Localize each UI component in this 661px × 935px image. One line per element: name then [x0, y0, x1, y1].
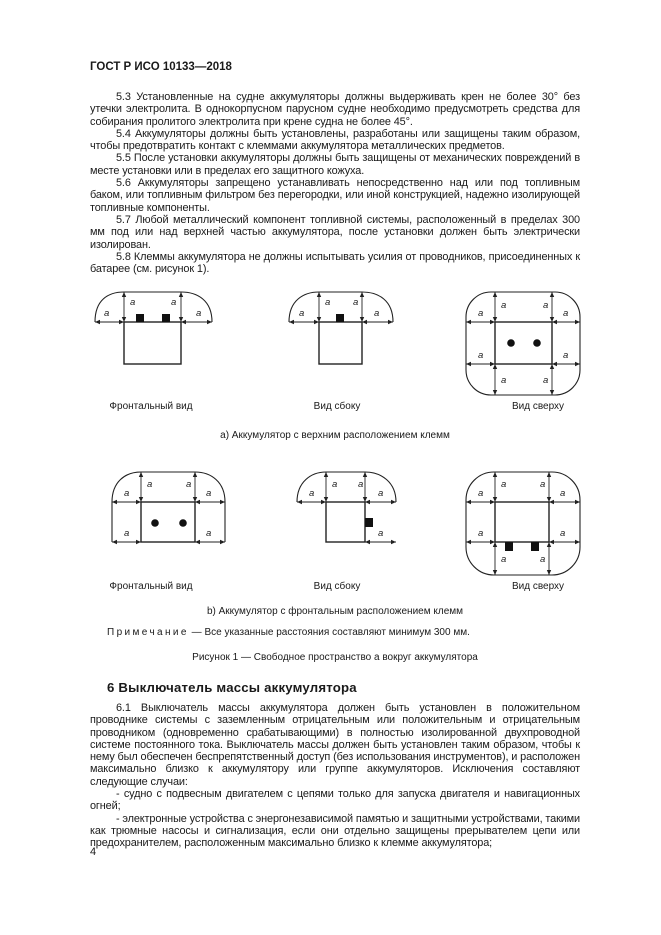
terminal [336, 314, 344, 322]
battery-front-b [141, 502, 195, 542]
dimension-label: a [206, 528, 212, 539]
note-label: Примечание [107, 627, 189, 638]
section-6-text [90, 702, 580, 850]
dimension-label: a [374, 308, 380, 319]
clearance-outline-front-a [95, 292, 212, 322]
terminal [151, 519, 159, 527]
list-item: - судно с подвесным двигателем с цепями только для запуска двигателя и навигационных огней; [90, 788, 580, 813]
terminal [136, 314, 144, 322]
battery-side-b [326, 502, 365, 542]
dimension-label: a [478, 308, 484, 319]
dimension-label: a [332, 479, 338, 490]
paragraph-5-6: 5.6 Аккумуляторы запрещено устанавливать непосредственно над или под топливным баком, или топливным фильтром без перегородки, или иной конструкцией, надежно изолирующей топливные компоненты. [90, 177, 580, 214]
caption-a: а) Аккумулятор с верхним расположением клемм [220, 430, 450, 441]
dimension-label: a [478, 488, 484, 499]
dimension-label: a [206, 488, 212, 499]
document-header: ГОСТ Р ИСО 10133—2018 [90, 61, 232, 73]
dimension-label: a [478, 350, 484, 361]
dimension-label: a [378, 528, 384, 539]
dimension-label: a [309, 488, 315, 499]
terminal [533, 339, 541, 347]
dimension-label: a [501, 554, 507, 565]
paragraph-6-1: 6.1 Выключатель массы аккумулятора должен быть установлен в положительном проводнике системы с заземленным отрицательным или положительным и отрицательным проводником (одновременно срабатывающими) в полностью изолированной двухпроводной системе постоянного тока. Выключатель массы должен быть установлен таким образом, чтобы к нему был обеспечен беспрепятственный доступ (без использования инструментов), и расположен максимально близко к аккумулятору или группе аккумуляторов. Исключения составляют следующие случаи: [90, 702, 580, 788]
dimension-label: a [353, 297, 359, 308]
page-number: 4 [90, 846, 97, 858]
battery-top-b [495, 502, 549, 542]
paragraph-5-8: 5.8 Клеммы аккумулятора не должны испытывать усилия от проводников, присоединенных к батарее (см. рисунок 1). [90, 250, 580, 276]
terminal [507, 339, 515, 347]
battery-front-a [124, 322, 181, 364]
dimension-label: a [501, 479, 507, 490]
dimension-label: a [543, 300, 549, 311]
dimension-label: a [563, 350, 569, 361]
dimension-label: a [378, 488, 384, 499]
dimension-label: a [147, 479, 153, 490]
dimension-label: a [540, 479, 546, 490]
dimension-label: a [196, 308, 202, 319]
dimension-label: a [171, 297, 177, 308]
list-item: - электронные устройства с энергонезависимой памятью и защитными устройствами, такими как трюмные насосы и сигнализация, если они отдельно защищены прерывателем цепи или предохранителем, расположенным максимально близко к клемме аккумулятора; [90, 812, 581, 850]
dimension-label: a [124, 488, 130, 499]
dimension-label: a [478, 528, 484, 539]
dimension-label: a [543, 375, 549, 386]
dimension-label: a [540, 554, 546, 565]
dimension-label: a [560, 488, 566, 499]
dimension-label: a [325, 297, 331, 308]
view-label-side-b: Вид сбоку [313, 581, 361, 592]
view-label-front-b: Фронтальный вид [109, 581, 193, 592]
dimension-label: a [358, 479, 364, 490]
figure-note [107, 627, 470, 638]
view-label-top-b: Вид сверху [511, 581, 565, 592]
dimension-label: a [563, 308, 569, 319]
note-text: — Все указанные расстояния составляют минимум 300 мм. [188, 627, 470, 638]
dimension-label: a [186, 479, 192, 490]
terminal [179, 519, 187, 527]
battery-side-a [319, 322, 362, 364]
dimension-label: a [501, 300, 507, 311]
dimension-label: a [299, 308, 305, 319]
view-label-side-a: Вид сбоку [313, 401, 361, 412]
paragraph-5-4: 5.4 Аккумуляторы должны быть установлены, разработаны или защищены таким образом, чтобы предотвратить контакт с клеммами аккумулятора металлических предметов. [90, 127, 580, 153]
terminal [365, 518, 373, 527]
paragraph-5-7: 5.7 Любой металлический компонент топливной системы, расположенный в пределах 300 мм под или над верхней частью аккумулятора, после установки должен быть электрически изолирован. [90, 213, 580, 251]
dimension-label: a [130, 297, 136, 308]
paragraph-5-5: 5.5 После установки аккумуляторы должны быть защищены от механических повреждений в месте установки или в пределах его защитного кожуха. [90, 152, 580, 177]
dimension-label: a [104, 308, 110, 319]
figure-title: Рисунок 1 — Свободное пространство a вокруг аккумулятора [192, 652, 478, 663]
terminal [505, 542, 513, 551]
terminal [162, 314, 170, 322]
dimension-label: a [124, 528, 130, 539]
dimension-label: a [501, 375, 507, 386]
view-label-top-a: Вид сверху [511, 401, 565, 412]
battery-top-a [495, 322, 552, 364]
paragraph-5-3: 5.3 Установленные на судне аккумуляторы должны выдерживать крен не более 30° без утечки электролита. В однокорпусном парусном судне необходимо предусмотреть средства для собирания пролитого электролита при крене судна не более 45°. [90, 91, 580, 128]
dimension-label: a [560, 528, 566, 539]
terminal [531, 542, 539, 551]
caption-b: b) Аккумулятор с фронтальным расположением клемм [206, 606, 464, 617]
section-6-heading: 6 Выключатель массы аккумулятора [107, 680, 357, 695]
view-label-front-a: Фронтальный вид [109, 401, 193, 412]
